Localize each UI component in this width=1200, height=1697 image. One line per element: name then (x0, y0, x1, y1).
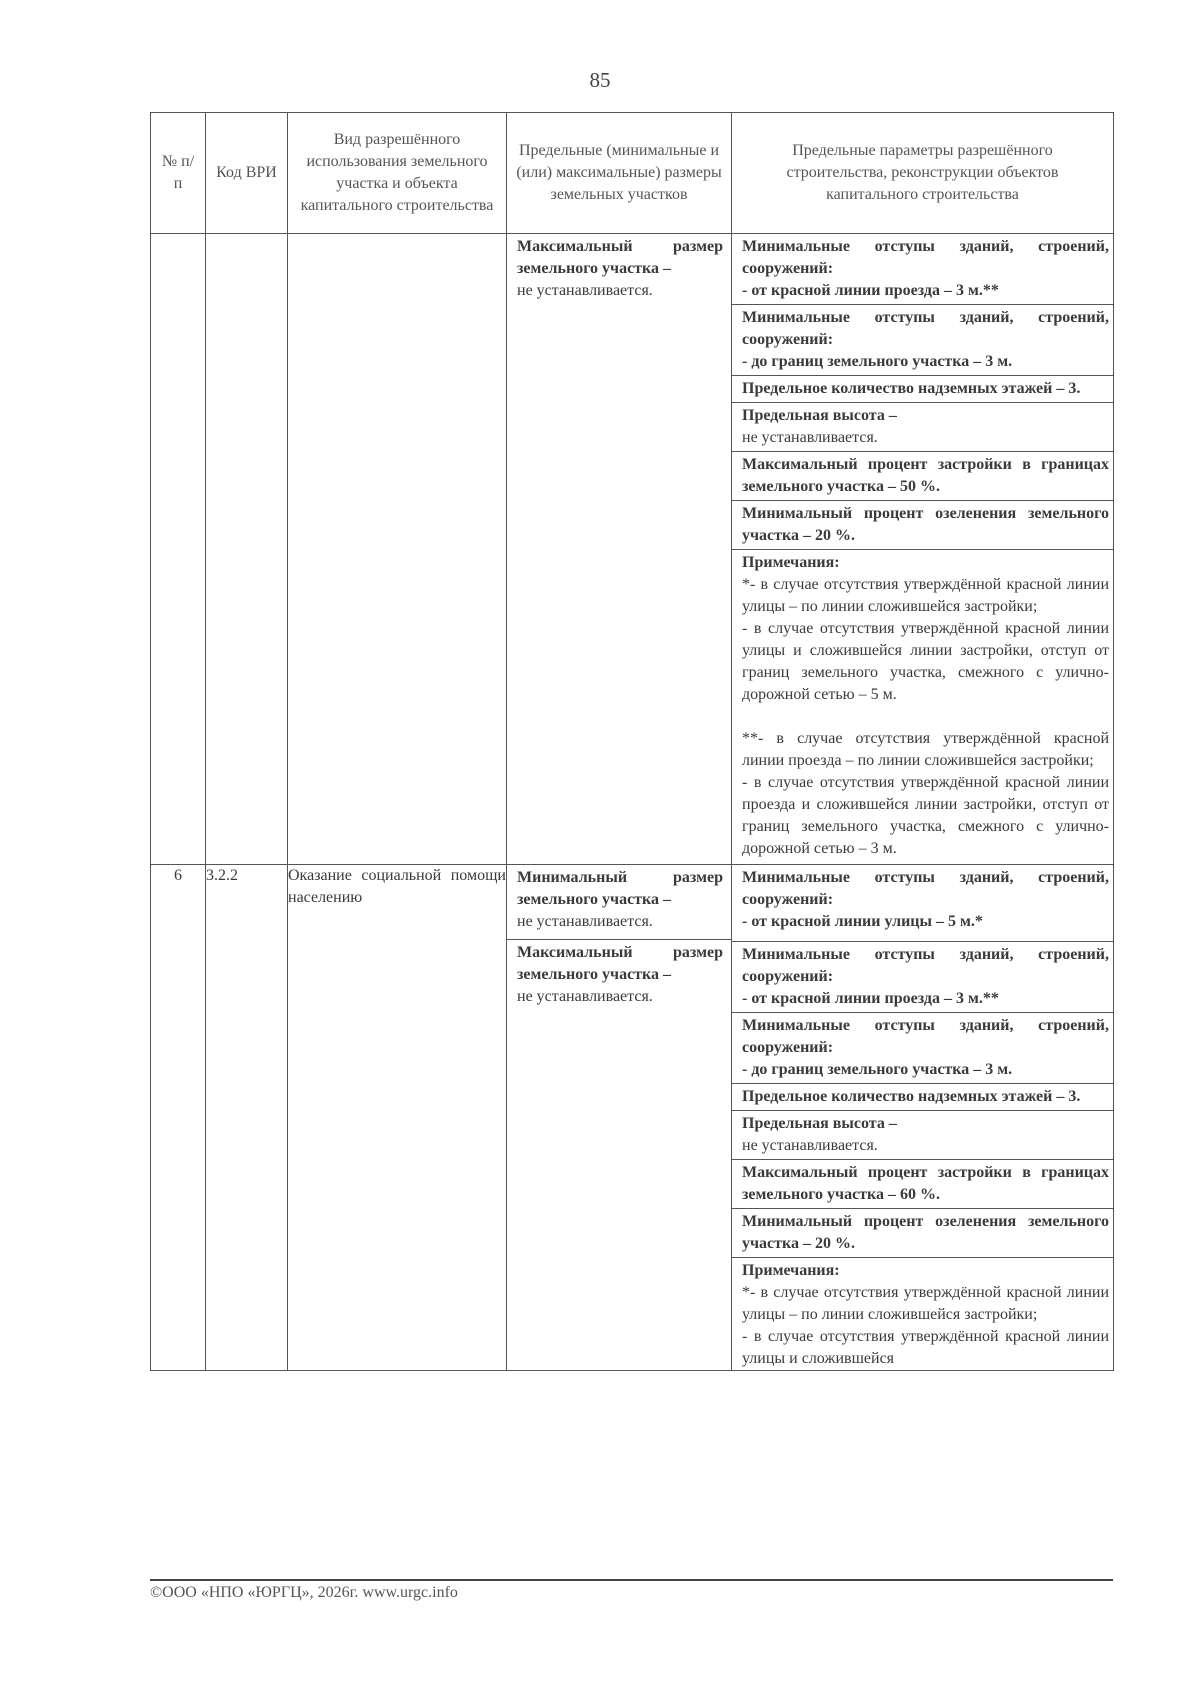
note-text: **- в случае отсутствия утверждённой красной линии проезда – по линии сложившейся застройки; (742, 730, 1109, 769)
cell-num-empty (151, 234, 206, 865)
cell-params (732, 865, 1114, 1371)
note-text: *- в случае отсутствия утверждённой красной линии улицы – по линии сложившейся застройки; (742, 576, 1109, 615)
param-item (732, 865, 1113, 942)
cell-vri: Оказание социальной помощи населению (288, 865, 507, 1371)
param-item (732, 403, 1113, 452)
cell-size (507, 865, 732, 1371)
table-row-continued (151, 234, 1114, 865)
cell-vri-empty (288, 234, 507, 865)
table-header-row (151, 113, 1114, 234)
param-title: Предельное количество надземных этажей – 3. (742, 1088, 1081, 1105)
param-title: Минимальные отступы зданий, строений, сооружений: (742, 309, 1109, 348)
notes-title: Примечания: (742, 554, 840, 571)
param-line: - от красной линии проезда – 3 м.** (742, 990, 999, 1007)
size-max-title: Максимальный размер земельного участка – (517, 238, 723, 277)
param-item (732, 305, 1113, 376)
param-title: Предельная высота – (742, 1115, 897, 1132)
size-max-block (507, 939, 731, 1014)
param-item (732, 1013, 1113, 1084)
size-max-value: не устанавливается. (517, 988, 653, 1005)
param-item (732, 234, 1113, 305)
note-text: - в случае отсутствия утверждённой красной линии проезда и сложившейся линии застройки, отступ от границ земельного участка, смежного с улично-дорожной сетью – 3 м. (742, 774, 1109, 857)
param-title: Предельное количество надземных этажей – 3. (742, 380, 1081, 397)
size-min-block (507, 865, 731, 939)
footer-divider (150, 1579, 1113, 1581)
param-item (732, 1209, 1113, 1258)
table-row-6 (151, 865, 1114, 1371)
note-text: - в случае отсутствия утверждённой красной линии улицы и сложившейся линии застройки, отступ от границ земельного участка, смежного с улично-дорожной сетью – 5 м. (742, 620, 1109, 703)
header-sizes: Предельные (минимальные и (или) максимальные) размеры земельных участков (507, 113, 732, 234)
param-item (732, 501, 1113, 550)
page-number: 85 (589, 68, 611, 92)
param-line: - от красной линии улицы – 5 м.* (742, 913, 983, 930)
header-vri: Вид разрешённого использования земельного участка и объекта капитального строительства (288, 113, 507, 234)
regulations-table (150, 112, 1114, 1371)
param-title: Минимальные отступы зданий, строений, сооружений: (742, 946, 1109, 985)
size-max-block (507, 234, 731, 308)
param-item (732, 376, 1113, 403)
param-title: Предельная высота – (742, 407, 897, 424)
param-line: не устанавливается. (742, 1137, 878, 1154)
param-item (732, 1160, 1113, 1209)
param-title: Максимальный процент застройки в границах земельного участка – 50 %. (742, 456, 1109, 495)
param-item (732, 1084, 1113, 1111)
param-title: Минимальные отступы зданий, строений, сооружений: (742, 1017, 1109, 1056)
cell-num: 6 (151, 865, 206, 1371)
param-title: Минимальные отступы зданий, строений, сооружений: (742, 238, 1109, 277)
notes-title: Примечания: (742, 1262, 840, 1279)
note-text: - в случае отсутствия утверждённой красной линии улицы и сложившейся (742, 1328, 1109, 1367)
param-title: Минимальный процент озеленения земельного участка – 20 %. (742, 1213, 1109, 1252)
param-line: - до границ земельного участка – 3 м. (742, 1061, 1013, 1078)
param-title: Максимальный процент застройки в границах земельного участка – 60 %. (742, 1164, 1109, 1203)
size-min-title: Минимальный размер земельного участка – (517, 869, 723, 908)
cell-params (732, 234, 1114, 865)
cell-code: 3.2.2 (206, 865, 288, 1371)
cell-size (507, 234, 732, 865)
size-min-value: не устанавливается. (517, 913, 653, 930)
footer-copyright: ©ООО «НПО «ЮРГЦ», 2026г. www.urgc.info (150, 1584, 458, 1601)
header-num: № п/п (151, 113, 206, 234)
note-text: *- в случае отсутствия утверждённой красной линии улицы – по линии сложившейся застройки; (742, 1284, 1109, 1323)
header-params: Предельные параметры разрешённого строительства, реконструкции объектов капитального строительства (732, 113, 1114, 234)
param-line: - от красной линии проезда – 3 м.** (742, 282, 999, 299)
header-code: Код ВРИ (206, 113, 288, 234)
param-item (732, 452, 1113, 501)
notes-block (732, 1258, 1113, 1370)
param-item (732, 942, 1113, 1013)
param-line: - до границ земельного участка – 3 м. (742, 353, 1013, 370)
size-max-title: Максимальный размер земельного участка – (517, 944, 723, 983)
notes-block (732, 550, 1113, 864)
cell-code-empty (206, 234, 288, 865)
param-line: не устанавливается. (742, 429, 878, 446)
param-title: Минимальный процент озеленения земельного участка – 20 %. (742, 505, 1109, 544)
size-max-value: не устанавливается. (517, 282, 653, 299)
param-title: Минимальные отступы зданий, строений, сооружений: (742, 869, 1109, 908)
param-item (732, 1111, 1113, 1160)
